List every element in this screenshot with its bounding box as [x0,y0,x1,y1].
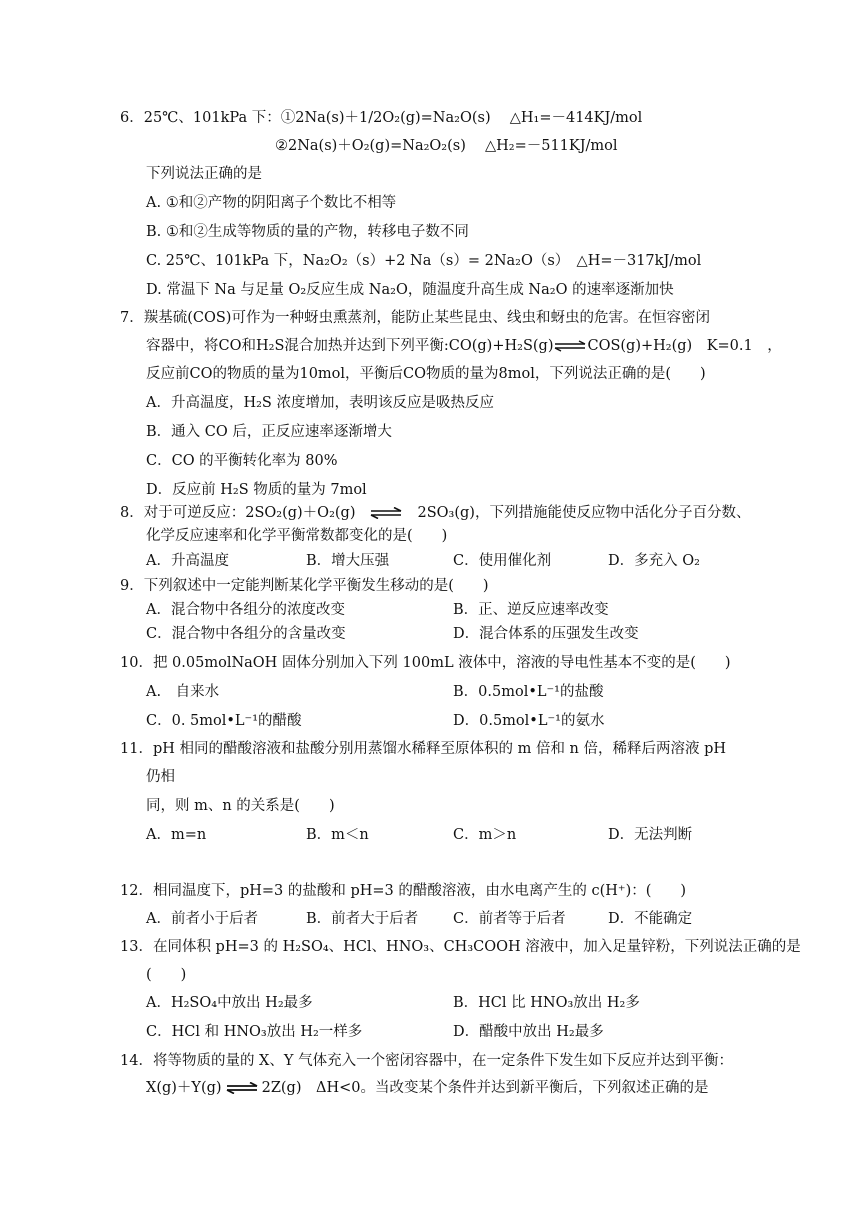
equilibrium-arrow-icon [553,340,587,352]
q7-line1: 7．羰基硫(COS)可作为一种蚜虫熏蒸剂，能防止某些昆虫、线虫和蚜虫的危害。在恒容密闭 [120,310,710,326]
q13-line2: ( ) [146,967,187,983]
q6-option-c: C. 25℃、101kPa 下，Na₂O₂（s）+2 Na（s）= 2Na₂O（s） △H=－317kJ/mol [146,253,702,269]
q10-stem: 10．把 0.05molNaOH 固体分别加入下列 100mL 液体中，溶液的导电性基本不变的是( ) [120,655,731,671]
q11-option-d: D．无法判断 [608,827,693,843]
q14-line1: 14．将等物质的量的 X、Y 气体充入一个密闭容器中，在一定条件下发生如下反应并达到平衡： [120,1053,734,1069]
q13-option-b: B．HCl 比 HNO₃放出 H₂多 [453,995,640,1011]
q7-line3: 反应前CO的物质的量为10mol，平衡后CO物质的量为8mol，下列说法正确的是( ) [146,366,706,382]
q12-option-d: D．不能确定 [608,911,693,927]
q8-line1-right: 2SO₃(g)，下列措施能使反应物中活化分子百分数、 [417,505,751,521]
q6-option-a: A. ①和②产物的阴阳离子个数比不相等 [146,195,397,211]
q6-option-b: B. ①和②生成等物质的量的产物，转移电子数不同 [146,224,469,240]
q14-line2-left: X(g)＋Y(g) [146,1080,222,1096]
q8-line1-left: 8．对于可逆反应：2SO₂(g)＋O₂(g) [120,505,356,521]
q8-line1 [120,503,750,523]
equilibrium-arrow-icon [225,1082,259,1094]
q12-option-b: B．前者大于后者 [306,911,419,927]
q7-option-b: B．通入 CO 后，正反应速率逐渐增大 [146,424,392,440]
q11-line1: 11．pH 相同的醋酸溶液和盐酸分别用蒸馏水稀释至原体积的 m 倍和 n 倍，稀释后两溶液 pH [120,741,727,757]
q6-line2: ②2Na(s)＋O₂(g)=Na₂O₂(s) △H₂=－511KJ/mol [275,138,618,154]
q9-option-c: C．混合物中各组分的含量改变 [146,626,346,642]
q7-option-a: A．升高温度，H₂S 浓度增加，表明该反应是吸热反应 [146,395,494,411]
q13-line1: 13．在同体积 pH=3 的 H₂SO₄、HCl、HNO₃、CH₃COOH 溶液中，加入足量锌粉，下列说法正确的是 [120,939,801,955]
q10-option-a: A. 自来水 [146,684,220,700]
q14-line2 [146,1078,708,1098]
q8-option-d: D．多充入 O₂ [608,553,700,569]
q11-option-c: C．m＞n [453,827,517,843]
q10-option-c: C．0. 5mol•L⁻¹的醋酸 [146,713,302,729]
q8-line2: 化学反应速率和化学平衡常数都变化的是( ) [146,528,448,544]
q12-stem: 12．相同温度下，pH=3 的盐酸和 pH=3 的醋酸溶液，由水电离产生的 c(H⁺)：( ) [120,883,687,899]
equilibrium-arrow-icon [361,507,411,519]
q14-line2-right: 2Z(g) ΔH<0。当改变某个条件并达到新平衡后，下列叙述正确的是 [261,1080,709,1096]
q6-stem: 下列说法正确的是 [146,166,262,182]
q11-option-b: B．m＜n [306,827,369,843]
q7-line2 [146,336,782,356]
q9-stem: 9．下列叙述中一定能判断某化学平衡发生移动的是( ) [120,578,489,594]
q10-option-d: D．0.5mol•L⁻¹的氨水 [453,713,605,729]
q13-option-c: C．HCl 和 HNO₃放出 H₂一样多 [146,1024,363,1040]
q9-option-d: D．混合体系的压强发生改变 [453,626,639,642]
q9-option-b: B．正、逆反应速率改变 [453,602,609,618]
q10-option-b: B．0.5mol•L⁻¹的盐酸 [453,684,604,700]
q8-option-b: B．增大压强 [306,553,390,569]
q6-line1: 6．25℃、101kPa 下：①2Na(s)＋1/2O₂(g)=Na₂O(s) △H₁=－414KJ/mol [120,110,643,126]
q7-option-c: C．CO 的平衡转化率为 80% [146,453,338,469]
q7-option-d: D．反应前 H₂S 物质的量为 7mol [146,482,367,498]
q8-option-c: C．使用催化剂 [453,553,552,569]
q11-line3: 同，则 m、n 的关系是( ) [146,798,335,814]
q11-line2: 仍相 [146,769,175,785]
q13-option-d: D．醋酸中放出 H₂最多 [453,1024,604,1040]
q6-option-d: D. 常温下 Na 与足量 O₂反应生成 Na₂O，随温度升高生成 Na₂O 的速率逐渐加快 [146,282,674,298]
q7-line2-left: 容器中，将CO和H₂S混合加热并达到下列平衡:CO(g)+H₂S(g) [146,338,554,354]
q12-option-c: C．前者等于后者 [453,911,566,927]
q12-option-a: A．前者小于后者 [146,911,258,927]
q7-line2-right: COS(g)+H₂(g) K=0.1 ， [587,338,782,354]
q9-option-a: A．混合物中各组分的浓度改变 [146,602,345,618]
q8-option-a: A．升高温度 [146,553,229,569]
q13-option-a: A．H₂SO₄中放出 H₂最多 [146,995,313,1011]
q11-option-a: A．m=n [146,827,207,843]
